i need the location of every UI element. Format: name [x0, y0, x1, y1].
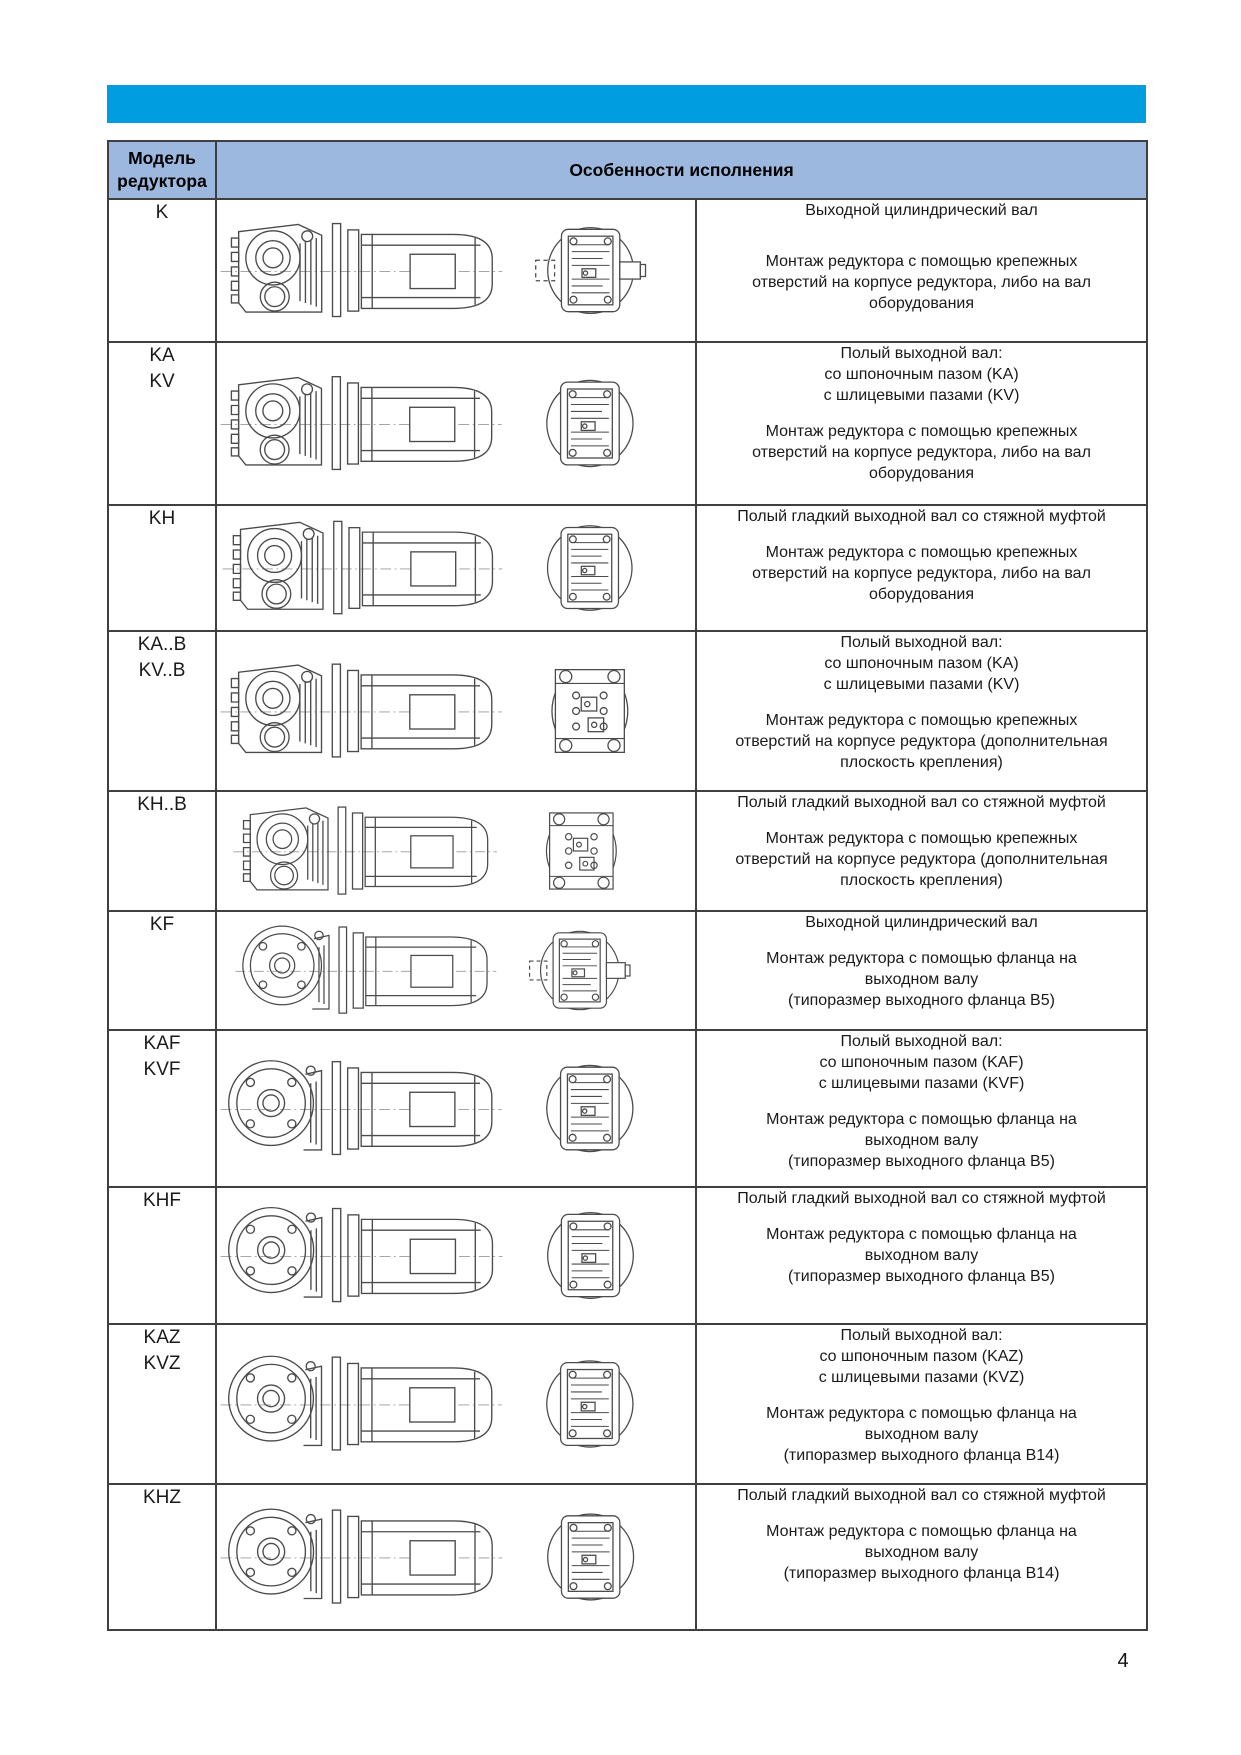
side-view-use [236, 926, 497, 1013]
description-line: Монтаж редуктора с помощью крепежных [765, 830, 1078, 847]
description-line: (типоразмер выходного фланца B14) [783, 1565, 1060, 1582]
description-cell [696, 1030, 1147, 1187]
gearmotor-end-view-drawing [534, 1201, 647, 1310]
end-view-use [552, 670, 628, 753]
description-cell [696, 1484, 1147, 1630]
drawing-cell [216, 199, 696, 342]
gearmotor-end-view-drawing [533, 1338, 647, 1470]
end-view-use [546, 813, 616, 889]
drawing-cell [216, 1187, 696, 1324]
gearmotor-end-view-drawing [533, 645, 647, 777]
description-line: со шпоночным пазом (KA) [824, 366, 1019, 383]
description-cell [696, 342, 1147, 505]
description-line: выходном валу [864, 1132, 979, 1149]
description-line: выходном валу [864, 971, 979, 988]
model-name: KVF [143, 1059, 181, 1080]
description-line: с шлицевыми пазами (KV) [823, 676, 1020, 693]
description-line: оборудования [868, 465, 975, 482]
blank-line [697, 221, 1146, 236]
model-name: KV [149, 371, 175, 392]
end-view-use [547, 1361, 633, 1447]
model-name: KA..B [137, 634, 187, 655]
table-row [108, 199, 1147, 342]
model-cell [108, 505, 216, 631]
description-line: Полый гладкий выходной вал со стяжной муфтой [737, 508, 1106, 525]
blank-line [697, 406, 1146, 421]
drawing-group [217, 1495, 695, 1619]
model-cell [108, 1324, 216, 1484]
description-line: Монтаж редуктора с помощью фланца на [766, 1226, 1077, 1243]
description-line: (типоразмер выходного фланца B5) [788, 1153, 1055, 1170]
description-line: с шлицевыми пазами (KV) [823, 387, 1020, 404]
description-cell [696, 911, 1147, 1030]
description-line: Монтаж редуктора с помощью фланца на [766, 1405, 1077, 1422]
gearmotor-end-view-drawing [533, 356, 647, 491]
side-view-use [234, 807, 498, 894]
drawing-group [217, 1198, 695, 1313]
model-cell [108, 791, 216, 911]
drawing-cell [216, 911, 696, 1030]
description-line: Монтаж редуктора с помощью крепежных [765, 423, 1078, 440]
end-view-use [547, 526, 631, 610]
model-cell [108, 1030, 216, 1187]
drawing-cell [216, 342, 696, 505]
gearmotor-end-view-drawing [534, 519, 646, 617]
drawing-group [217, 210, 695, 331]
blank-line [697, 813, 1146, 828]
table-body [108, 199, 1147, 1630]
gearmotor-side-view-drawing [232, 922, 500, 1019]
description-cell [696, 199, 1147, 342]
model-name: KVZ [143, 1353, 181, 1374]
table-row [108, 505, 1147, 631]
blank-line [697, 1094, 1146, 1109]
end-view-use [547, 1514, 633, 1600]
gearmotor-side-view-drawing [217, 210, 506, 331]
description-line: Полый гладкий выходной вал со стяжной муфтой [737, 1190, 1106, 1207]
model-name: KV..B [138, 660, 186, 681]
model-name: KA [149, 345, 175, 366]
description-cell [696, 505, 1147, 631]
model-cell [108, 342, 216, 505]
blank-line [697, 695, 1146, 710]
gearmotor-end-view-drawing [534, 1498, 647, 1616]
page-number: 4 [1117, 1650, 1129, 1672]
model-cell [108, 911, 216, 1030]
table-header-row [108, 141, 1147, 199]
side-view-use [221, 377, 502, 470]
model-name: KH..B [137, 794, 187, 815]
description-line: со шпоночным пазом (KA) [824, 655, 1019, 672]
description-line: отверстий на корпусе редуктора, либо на вал [752, 444, 1091, 461]
description-cell [696, 1187, 1147, 1324]
model-name: KF [149, 914, 175, 935]
description-line: отверстий на корпусе редуктора, либо на вал [752, 565, 1091, 582]
drawing-cell [216, 1324, 696, 1484]
description-line: выходном валу [864, 1426, 979, 1443]
drawing-group [217, 642, 695, 780]
header-accent-bar [107, 85, 1146, 123]
table-row [108, 631, 1147, 791]
blank-line [697, 1506, 1146, 1521]
blank-line [697, 1209, 1146, 1224]
drawing-cell [216, 1030, 696, 1187]
end-view-use [548, 1213, 634, 1299]
description-cell [696, 1324, 1147, 1484]
header-cell-model: Модель редуктора [108, 141, 216, 199]
gearmotor-end-view-drawing [534, 213, 647, 328]
table-row [108, 1187, 1147, 1324]
description-line: с шлицевыми пазами (KVF) [818, 1075, 1025, 1092]
side-view-use [221, 1509, 502, 1603]
gearmotor-side-view-drawing [217, 353, 505, 494]
drawing-group [217, 802, 695, 900]
reducer-models-table [107, 140, 1148, 1631]
description-line: Выходной цилиндрический вал [805, 202, 1038, 219]
side-view-use [221, 224, 503, 317]
description-cell [696, 631, 1147, 791]
description-line: плоскость крепления) [840, 754, 1003, 771]
model-name: KAZ [143, 1327, 181, 1348]
description-line: (типоразмер выходного фланца B5) [788, 992, 1055, 1009]
drawing-cell [216, 1484, 696, 1630]
description-line: с шлицевыми пазами (KVZ) [818, 1369, 1025, 1386]
drawing-group [217, 1041, 695, 1176]
description-line: плоскость крепления) [840, 872, 1003, 889]
description-line: оборудования [868, 586, 975, 603]
description-line: Монтаж редуктора с помощью фланца на [766, 1111, 1077, 1128]
description-line: Выходной цилиндрический вал [805, 914, 1038, 931]
header-cell-features: Особенности исполнения [216, 141, 1147, 199]
model-name: KHZ [143, 1487, 181, 1508]
description-line: Монтаж редуктора с помощью крепежных [765, 253, 1078, 270]
description-cell [696, 791, 1147, 911]
gearmotor-side-view-drawing [217, 1198, 506, 1313]
description-line: (типоразмер выходного фланца B14) [783, 1447, 1060, 1464]
gearmotor-side-view-drawing [219, 516, 506, 620]
end-view-use [530, 931, 630, 1009]
drawing-group [217, 922, 695, 1019]
description-line: отверстий на корпусе редуктора (дополнительная [735, 733, 1108, 750]
description-line: выходном валу [864, 1247, 979, 1264]
description-line: оборудования [868, 295, 975, 312]
model-cell [108, 1484, 216, 1630]
blank-line [697, 1388, 1146, 1403]
table-row [108, 791, 1147, 911]
drawing-cell [216, 791, 696, 911]
table-row [108, 1484, 1147, 1630]
side-view-use [221, 1208, 503, 1302]
description-line: Полый выходной вал: [840, 1033, 1003, 1050]
blank-line [697, 933, 1146, 948]
drawing-group [217, 1335, 695, 1473]
description-line: Монтаж редуктора с помощью крепежных [765, 712, 1078, 729]
end-view-use [547, 380, 633, 466]
model-name: KHF [143, 1190, 181, 1211]
description-line: Полый выходной вал: [840, 345, 1003, 362]
description-line: со шпоночным пазом (KAZ) [819, 1348, 1024, 1365]
description-line: отверстий на корпусе редуктора, либо на вал [752, 274, 1091, 291]
model-name: KH [148, 508, 176, 529]
side-view-use [221, 1061, 502, 1155]
description-line: Полый гладкий выходной вал со стяжной муфтой [737, 1487, 1106, 1504]
description-line: Монтаж редуктора с помощью фланца на [766, 950, 1077, 967]
description-line: со шпоночным пазом (KAF) [819, 1054, 1024, 1071]
table-row [108, 911, 1147, 1030]
end-view-use [547, 1065, 633, 1151]
table-row [108, 1324, 1147, 1484]
gearmotor-side-view-drawing [230, 802, 500, 900]
gearmotor-end-view-drawing [529, 805, 634, 897]
description-line: Полый выходной вал: [840, 1327, 1003, 1344]
model-cell [108, 631, 216, 791]
blank-line [697, 236, 1146, 251]
side-view-use [222, 521, 502, 613]
model-cell [108, 1187, 216, 1324]
drawing-group [217, 353, 695, 494]
drawing-group [217, 516, 695, 620]
description-line: Полый гладкий выходной вал со стяжной муфтой [737, 794, 1106, 811]
gearmotor-side-view-drawing [217, 1495, 506, 1619]
gearmotor-end-view-drawing [528, 925, 632, 1016]
end-view-use [535, 228, 645, 314]
description-line: Полый выходной вал: [840, 634, 1003, 651]
description-line: Монтаж редуктора с помощью крепежных [765, 544, 1078, 561]
model-cell [108, 199, 216, 342]
drawing-cell [216, 631, 696, 791]
gearmotor-end-view-drawing [533, 1044, 647, 1173]
table-row [108, 342, 1147, 505]
model-name: K [155, 202, 169, 223]
table-row [108, 1030, 1147, 1187]
side-view-use [221, 1356, 502, 1450]
blank-line [697, 527, 1146, 542]
model-name: KAF [143, 1033, 181, 1054]
description-line: отверстий на корпусе редуктора (дополнительная [735, 851, 1108, 868]
description-line: Монтаж редуктора с помощью фланца на [766, 1523, 1077, 1540]
gearmotor-side-view-drawing [217, 1041, 505, 1176]
drawing-cell [216, 505, 696, 631]
description-line: выходном валу [864, 1544, 979, 1561]
gearmotor-side-view-drawing [217, 642, 505, 780]
side-view-use [221, 664, 502, 757]
description-line: (типоразмер выходного фланца B5) [788, 1268, 1055, 1285]
gearmotor-side-view-drawing [217, 1335, 505, 1473]
